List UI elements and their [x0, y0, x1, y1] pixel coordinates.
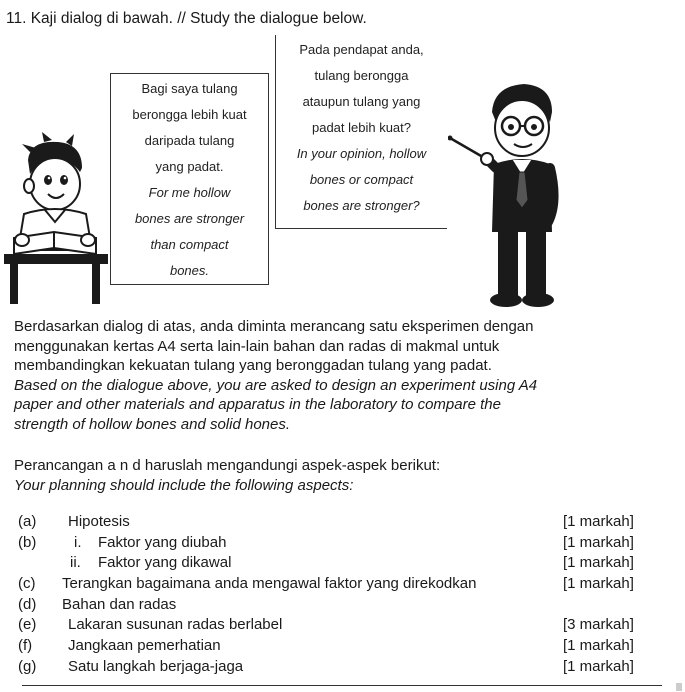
- aspect-sub: ii.: [70, 554, 81, 572]
- bubble-line: daripada tulang: [144, 133, 235, 148]
- aspect-label: (f): [18, 637, 33, 655]
- scroll-thumb[interactable]: [676, 683, 682, 691]
- instruction-line: paper and other materials and apparatus in the laboratory to compare the: [14, 396, 501, 413]
- bubble-line: bones.: [169, 263, 210, 278]
- bubble-line: yang padat.: [155, 159, 224, 174]
- aspect-row: [12, 553, 652, 574]
- bubble-line: In your opinion, hollow: [296, 146, 427, 161]
- aspect-row: [12, 595, 652, 616]
- bubble-line: tulang berongga: [314, 68, 409, 83]
- aspect-marks: [1 markah]: [563, 554, 634, 572]
- bubble-line: For me hollow: [148, 185, 231, 200]
- instruction-paragraph: [14, 317, 674, 434]
- aspect-row: [12, 512, 652, 533]
- aspect-text: Jangkaan pemerhatian: [68, 637, 221, 655]
- aspects-list: [12, 512, 652, 678]
- aspect-row: [12, 657, 652, 678]
- aspect-text: Bahan dan radas: [62, 595, 177, 613]
- bottom-divider: [22, 685, 662, 686]
- aspect-marks: [1 markah]: [563, 533, 634, 551]
- aspect-text: Faktor yang diubah: [98, 533, 227, 551]
- bubble-line: Pada pendapat anda,: [299, 42, 424, 57]
- aspect-label: (c): [18, 575, 36, 593]
- aspect-text: Terangkan bagaimana anda mengawal faktor yang direkodkan: [62, 575, 477, 593]
- aspect-row: [12, 574, 652, 595]
- instruction-line: Based on the dialogue above, you are asked to design an experiment using A4: [14, 376, 538, 394]
- aspect-marks: [1 markah]: [563, 513, 634, 530]
- instruction-line: menggunakan kertas A4 serta lain-lain bahan dan radas di makmal untuk: [14, 337, 500, 355]
- aspect-label: (d): [18, 595, 37, 613]
- aspect-label: (a): [18, 513, 37, 530]
- question-title: 11. Kaji dialog di bawah. // Study the dialogue below.: [6, 10, 367, 27]
- aspect-row: [12, 636, 652, 657]
- speech-bubble-student: [110, 73, 269, 285]
- aspect-row: [12, 533, 652, 554]
- bubble-line: bones are stronger?: [303, 198, 420, 213]
- aspect-text: Satu langkah berjaga-jaga: [68, 657, 244, 675]
- bubble-line: ataupun tulang yang: [302, 94, 421, 109]
- bubble-line: than compact: [150, 237, 229, 252]
- aspect-row: [12, 615, 652, 636]
- aspect-text: Faktor yang dikawal: [98, 554, 232, 572]
- planning-en: Your planning should include the following aspects:: [14, 476, 354, 494]
- aspect-label: (e): [18, 616, 37, 634]
- aspect-marks: [1 markah]: [563, 575, 634, 593]
- aspect-marks: [1 markah]: [563, 657, 634, 675]
- planning-ms: Perancangan a n d haruslah mengandungi aspek-aspek berikut:: [14, 457, 441, 474]
- aspect-sub: i.: [74, 533, 82, 551]
- bubble-line: Bagi saya tulang: [141, 81, 238, 96]
- aspect-label: (b): [18, 533, 37, 551]
- bubble-line: bones or compact: [309, 172, 414, 187]
- aspect-text: Hipotesis: [68, 513, 130, 530]
- instruction-line: Berdasarkan dialog di atas, anda diminta merancang satu eksperimen dengan: [14, 318, 534, 335]
- aspect-label: (g): [18, 657, 37, 675]
- speech-bubble-teacher: [275, 35, 447, 229]
- bubble-line: berongga lebih kuat: [132, 107, 247, 122]
- aspect-marks: [1 markah]: [563, 637, 634, 655]
- bubble-line: padat lebih kuat?: [311, 120, 412, 135]
- aspect-marks: [3 markah]: [563, 616, 634, 634]
- planning-paragraph: [14, 456, 674, 495]
- instruction-line: membandingkan kekuatan tulang yang beronggadan tulang yang padat.: [14, 357, 492, 374]
- bubble-line: bones are stronger: [134, 211, 245, 226]
- student-illustration: [0, 130, 112, 310]
- instruction-line: strength of hollow bones and solid hones.: [14, 415, 291, 433]
- aspect-text: Lakaran susunan radas berlabel: [68, 616, 283, 634]
- teacher-illustration: [448, 72, 560, 310]
